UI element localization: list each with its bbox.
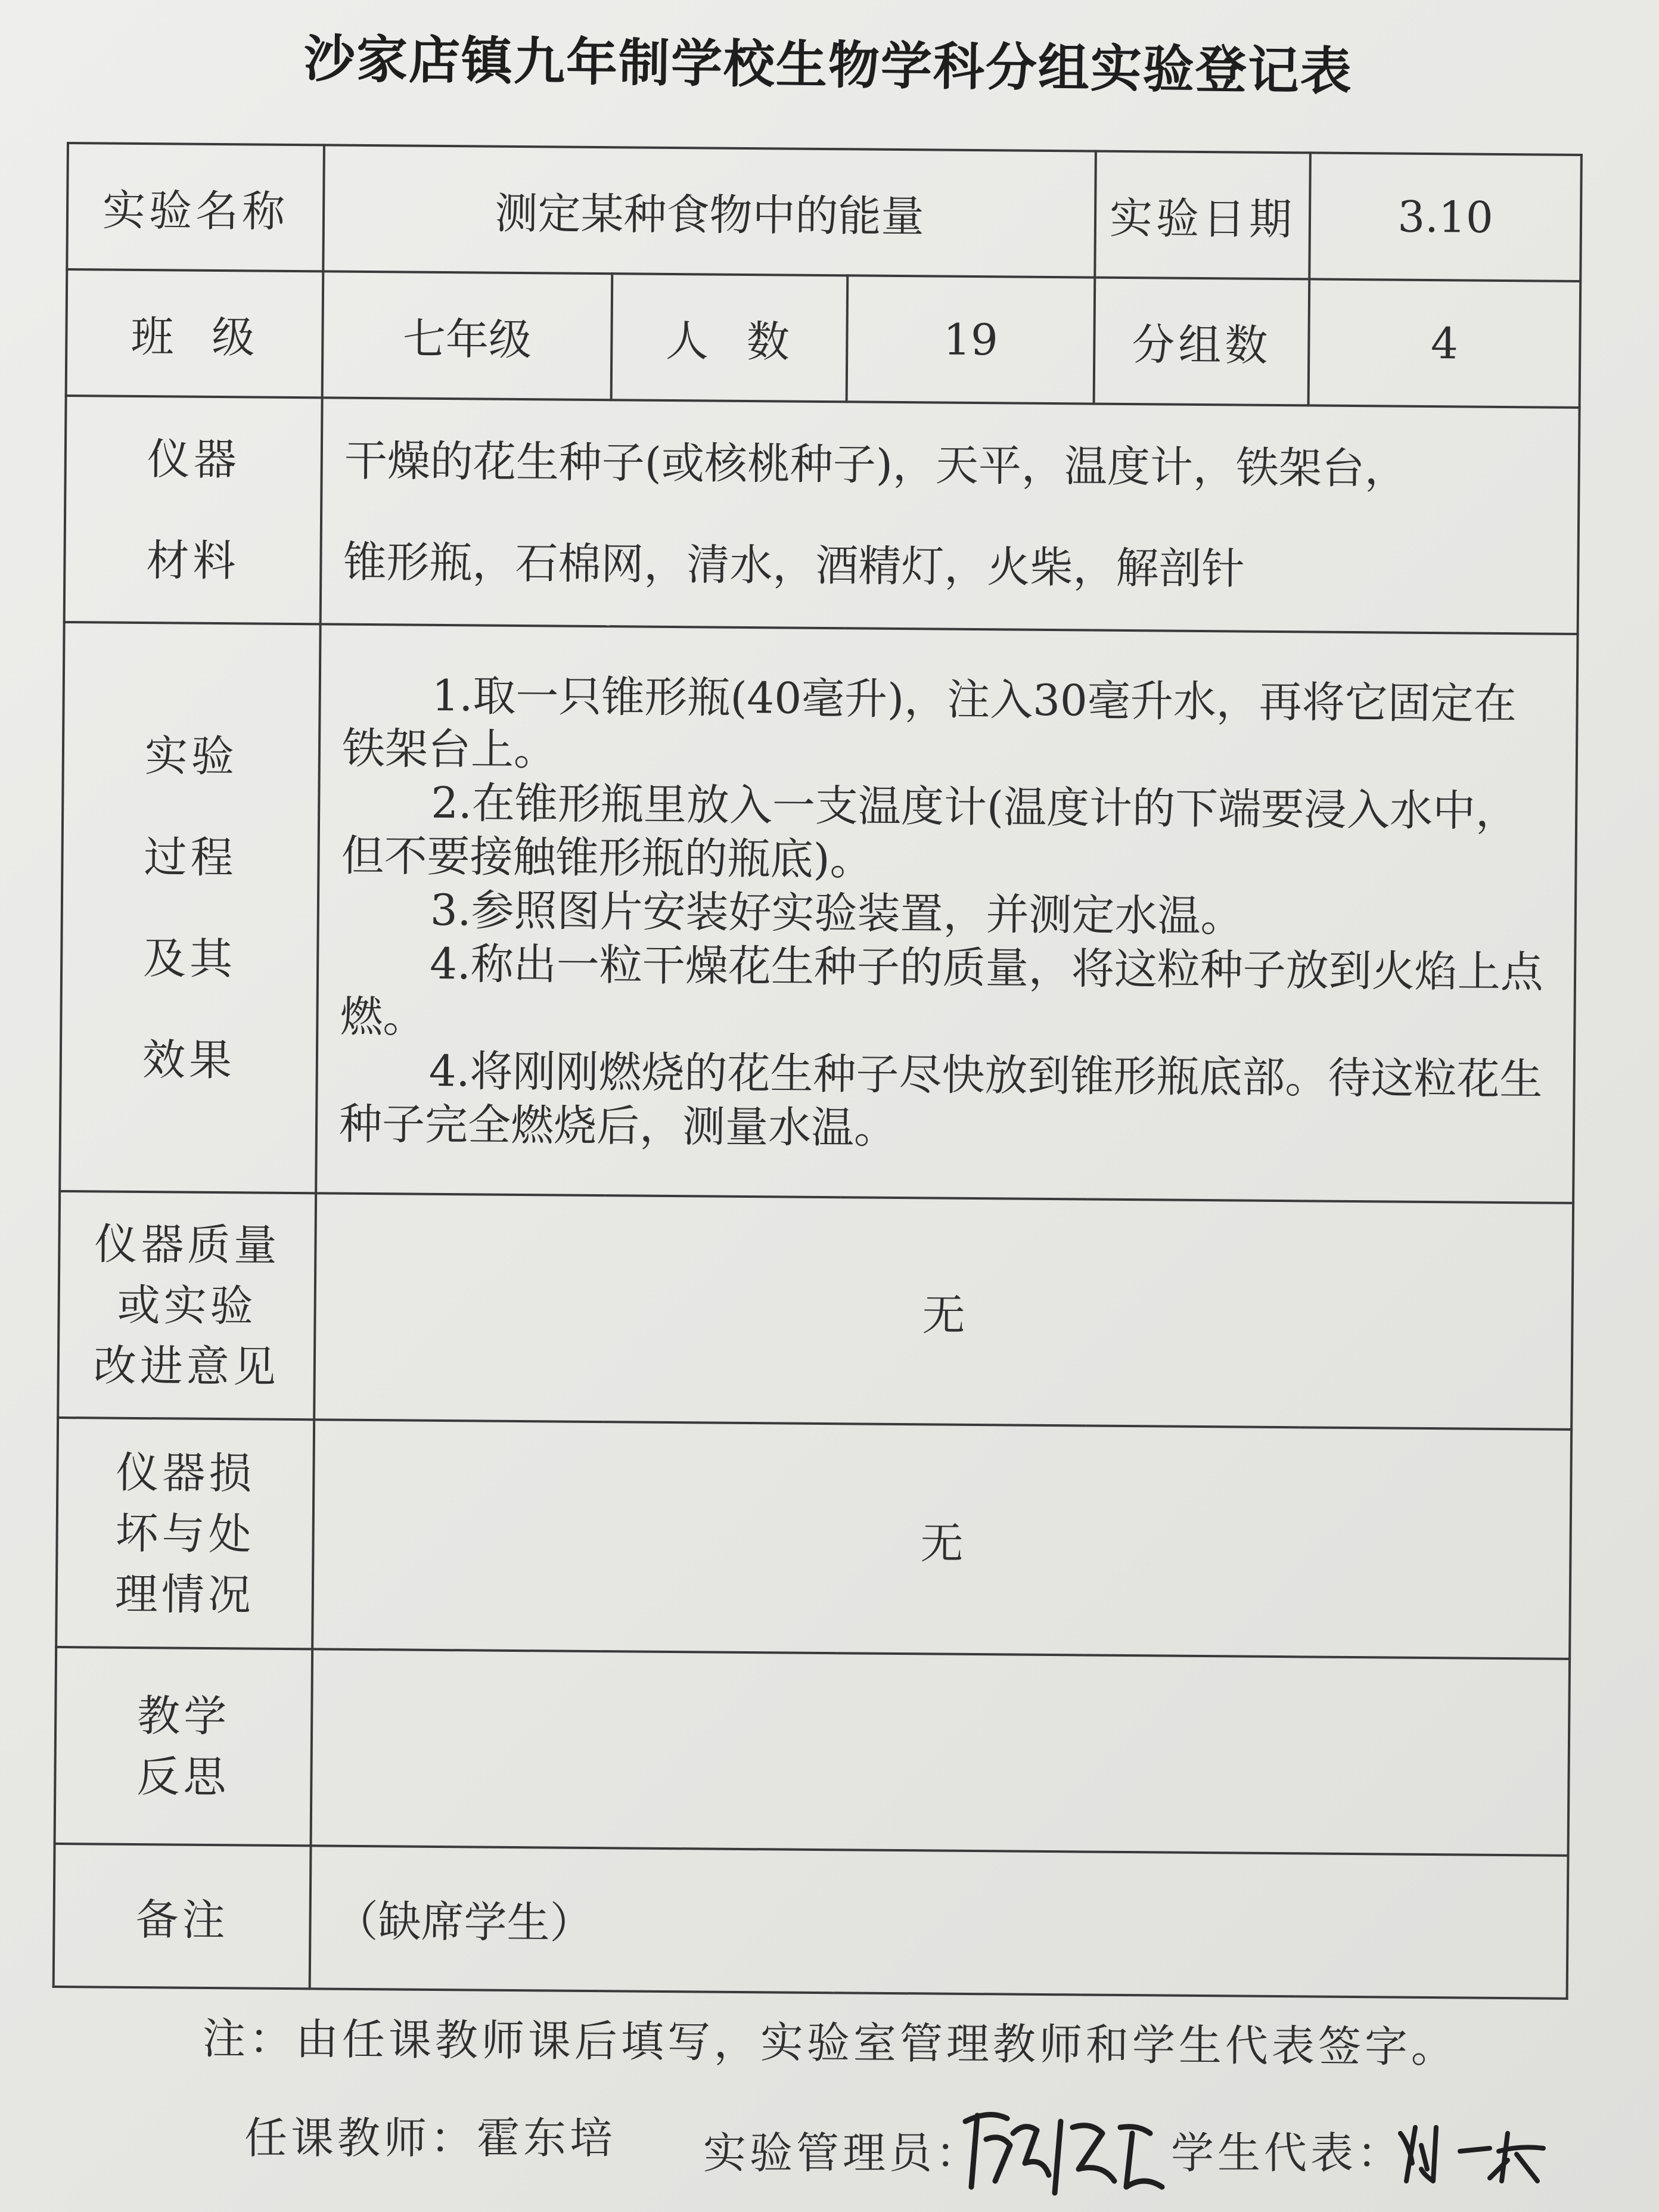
student-count-value: 19 (847, 275, 1095, 403)
process-label-line-1: 实验 (144, 730, 238, 781)
row-remarks (54, 1844, 1568, 1999)
materials-label (64, 396, 322, 624)
process-label (60, 622, 320, 1193)
process-label-line-4: 效果 (142, 1034, 236, 1085)
damage-label-line-3: 理情况 (114, 1568, 255, 1620)
teacher-name: 霍东培 (477, 2113, 617, 2163)
admin-label: 实验管理员： (703, 2128, 983, 2178)
step-1: 1.取一只锥形瓶(40毫升)，注入30毫升水，再将它固定在铁架台上。 (341, 670, 1517, 775)
quality-value: 无 (314, 1193, 1573, 1430)
materials-line-1: 干燥的花生种子(或核桃种子)，天平，温度计，铁架台， (344, 435, 1408, 494)
remark-value: （缺席学生） (310, 1846, 1568, 1999)
damage-label-line-1: 仪器损 (116, 1447, 256, 1499)
experiment-date-value: 3.10 (1309, 153, 1582, 281)
row-process (60, 622, 1577, 1203)
admin-handwritten-signature (953, 2098, 1180, 2205)
damage-value: 无 (312, 1419, 1571, 1659)
reflection-label-line-1: 教学 (136, 1691, 231, 1742)
row-equipment-quality (58, 1191, 1573, 1430)
materials-line-2: 锥形瓶，石棉网，清水，酒精灯，火柴，解剖针 (343, 536, 1245, 594)
step-2: 2.在锥形瓶里放入一支温度计(温度计的下端要浸入水中，但不要接触锥形瓶的瓶底)。 (341, 777, 1519, 885)
reflection-label-line-2: 反思 (136, 1751, 230, 1803)
step-4: 4.称出一粒干燥花生种子的质量，将这粒种子放到火焰上点燃。 (340, 938, 1544, 1042)
damage-label-line-2: 坏与处 (115, 1508, 255, 1559)
step-3: 3.参照图片安装好实验装置，并测定水温。 (430, 884, 1244, 942)
class-value: 七年级 (322, 271, 613, 400)
process-label-line-2: 过程 (144, 831, 237, 883)
reflection-value (311, 1649, 1570, 1856)
reflection-label (55, 1647, 313, 1846)
row-experiment-name (67, 143, 1582, 281)
student-rep-label: 学生代表： (1171, 2128, 1404, 2178)
step-5: 4.将刚刚燃烧的花生种子尽快放到锥形瓶底部。待这粒花生种子完全燃烧后，测量水温。 (338, 1045, 1543, 1153)
row-class-info (66, 269, 1581, 408)
teacher-signature-line (244, 2104, 616, 2166)
quality-label-line-1: 仪器质量 (94, 1219, 281, 1270)
teacher-label: 任课教师： (244, 2113, 477, 2163)
experiment-name-value: 测定某种食物中的能量 (323, 145, 1096, 277)
quality-label (58, 1191, 316, 1419)
materials-label-line-2: 材料 (146, 535, 240, 586)
registration-table (52, 142, 1583, 2000)
group-count-value: 4 (1309, 279, 1581, 408)
row-equipment-damage (56, 1418, 1571, 1659)
row-teaching-reflection (55, 1647, 1570, 1856)
damage-label (56, 1418, 314, 1649)
quality-label-line-3: 改进意见 (93, 1340, 280, 1392)
student-count-label: 人 数 (611, 274, 848, 402)
footer-note: 注：由任课教师课后填写，实验室管理教师和学生代表签字。 (202, 2013, 1458, 2073)
class-label: 班 级 (66, 269, 324, 397)
form-title: 沙家店镇九年制学校生物学科分组实验登记表 (303, 29, 1353, 102)
process-steps (316, 624, 1577, 1203)
materials-value (321, 397, 1580, 634)
experiment-name-label: 实验名称 (67, 143, 324, 271)
materials-label-line-1: 仪器 (147, 434, 241, 485)
experiment-date-label: 实验日期 (1095, 151, 1310, 279)
group-count-label: 分组数 (1094, 278, 1310, 406)
student-handwritten-signature (1388, 2110, 1567, 2193)
quality-label-line-2: 或实验 (117, 1279, 257, 1331)
remark-label: 备注 (54, 1844, 311, 1989)
process-label-line-3: 及其 (142, 933, 237, 984)
row-materials (64, 396, 1580, 634)
